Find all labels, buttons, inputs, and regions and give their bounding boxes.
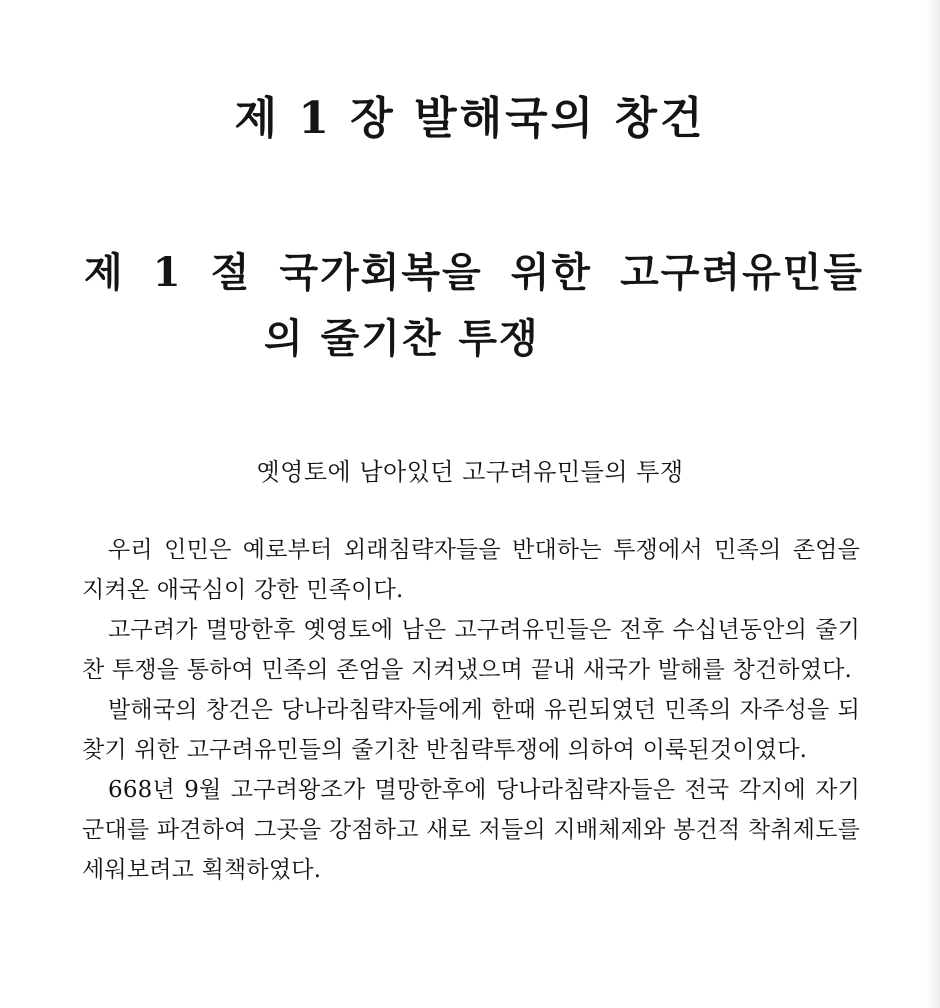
section-title-line-1: 제 1 절 국가회복을 위한 고구려유민들 — [84, 249, 864, 296]
paragraph-2: 고구려가 멸망한후 옛영토에 남은 고구려유민들은 전후 수십년동안의 줄기찬 투쟁을 통하여 민족의 존엄을 지켜냈으며 끝내 새국가 발해를 창건하였다. — [82, 617, 860, 683]
paragraph-1: 우리 인민은 예로부터 외래침략자들을 반대하는 투쟁에서 민족의 존엄을 지켜온 애국심이 강한 민족이다. — [82, 537, 860, 603]
body-text — [82, 530, 860, 890]
paragraph-4: 668년 9월 고구려왕조가 멸망한후에 당나라침략자들은 전국 각지에 자기 군대를 파견하여 그곳을 강점하고 새로 저들의 지배체제와 봉건적 착취제도를 세워보려고 획책하였다. — [82, 777, 860, 883]
page-edge-shadow — [926, 0, 940, 1008]
paragraph-3: 발해국의 창건은 당나라침략자들에게 한때 유린되였던 민족의 자주성을 되찾기 위한 고구려유민들의 줄기찬 반침략투쟁에 의하여 이룩된것이였다. — [82, 697, 860, 763]
section-title-line-2: 의 줄기찬 투쟁 — [264, 315, 540, 362]
chapter-title: 제 1 장 발해국의 창건 — [234, 93, 706, 144]
section-title — [84, 240, 864, 372]
subsection-title: 옛영토에 남아있던 고구려유민들의 투쟁 — [256, 458, 684, 486]
